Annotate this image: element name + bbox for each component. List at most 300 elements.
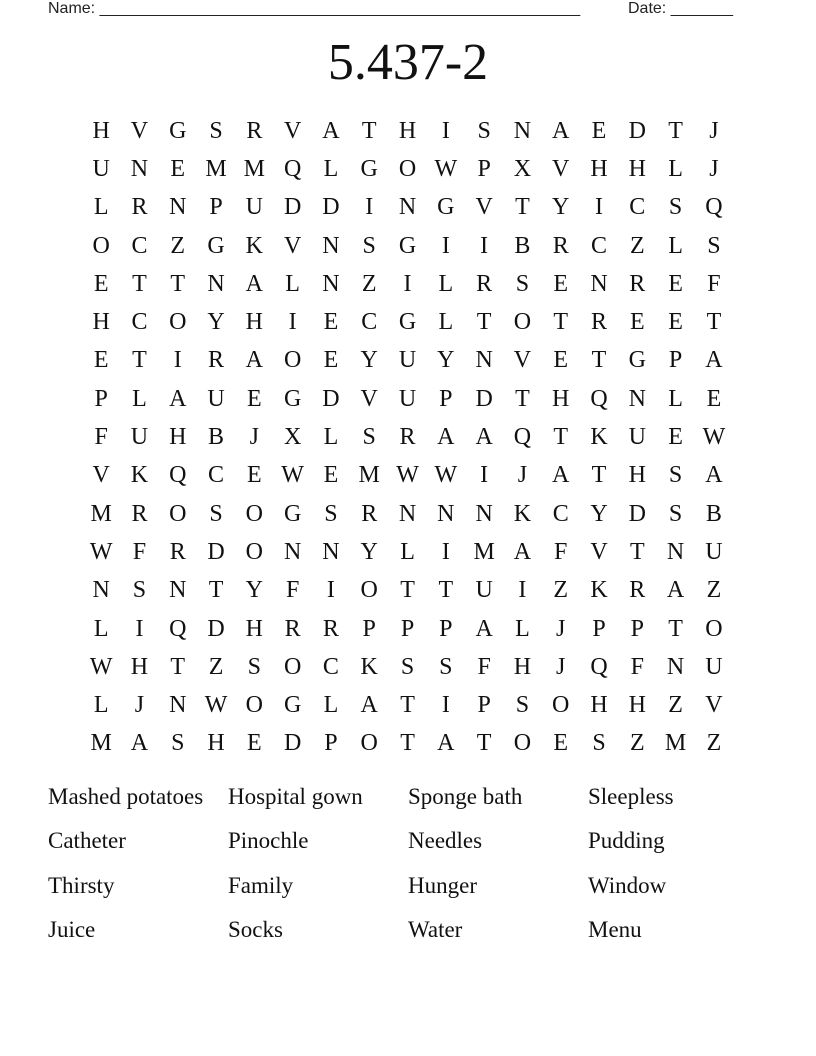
grid-cell: J <box>556 615 566 642</box>
grid-cell: M <box>90 500 112 527</box>
grid-cell: N <box>398 500 417 527</box>
grid-cell: A <box>130 730 149 757</box>
grid-cell: R <box>552 232 569 259</box>
grid-cell: L <box>668 385 683 412</box>
word-list-item: Needles <box>408 828 483 854</box>
grid-cell: H <box>92 117 110 144</box>
grid-cell: L <box>93 194 109 221</box>
grid-cell: G <box>169 117 187 144</box>
grid-cell: V <box>705 692 723 719</box>
grid-cell: R <box>629 577 646 604</box>
grid-cell: G <box>207 232 225 259</box>
grid-cell: O <box>92 232 110 259</box>
grid-cell: U <box>705 538 723 565</box>
grid-cell: E <box>323 462 339 489</box>
grid-cell: C <box>629 194 646 221</box>
grid-cell: A <box>552 117 570 144</box>
grid-cell: A <box>666 577 685 604</box>
grid-cell: R <box>361 500 378 527</box>
grid-cell: P <box>439 385 453 412</box>
word-list-item: Family <box>228 872 294 898</box>
grid-cell: C <box>591 232 608 259</box>
grid-cell: A <box>169 385 187 412</box>
grid-cell: H <box>130 653 149 680</box>
grid-cell: D <box>628 500 646 527</box>
grid-cell: T <box>553 309 569 336</box>
grid-cell: O <box>513 309 532 336</box>
grid-cell: C <box>131 309 148 336</box>
grid-cell: C <box>552 500 569 527</box>
grid-cell: V <box>360 385 378 412</box>
grid-cell: N <box>475 500 493 527</box>
grid-cell: O <box>245 538 263 565</box>
grid-cell: F <box>285 577 300 604</box>
grid-cell: H <box>92 309 110 336</box>
grid-cell: R <box>169 538 186 565</box>
word-list <box>48 777 768 954</box>
grid-cell: B <box>705 500 722 527</box>
grid-cell: Y <box>552 194 570 221</box>
grid-cell: I <box>441 232 450 259</box>
grid-cell: I <box>173 347 182 374</box>
grid-cell: F <box>94 424 108 451</box>
grid-cell: G <box>398 232 417 259</box>
grid-cell: R <box>284 615 301 642</box>
word-list-item: Hospital gown <box>228 784 363 809</box>
grid-cell: N <box>169 577 187 604</box>
grid-cell: N <box>283 538 302 565</box>
grid-cell: S <box>209 500 223 527</box>
grid-cell: T <box>706 309 722 336</box>
grid-cell: K <box>590 577 608 604</box>
grid-cell: T <box>170 653 186 680</box>
grid-cell: F <box>477 653 491 680</box>
grid-cell: T <box>591 347 607 374</box>
grid-cell: P <box>209 194 223 221</box>
grid-cell: O <box>283 347 302 374</box>
grid-cell: S <box>515 692 530 719</box>
grid-cell: I <box>480 232 489 259</box>
name-field-label: Name: ______________________________________________________ <box>48 0 581 17</box>
grid-cell: E <box>247 462 262 489</box>
grid-cell: T <box>208 577 224 604</box>
word-list-item: Pudding <box>588 828 665 854</box>
grid-cell: M <box>473 538 495 565</box>
grid-cell: F <box>707 270 721 297</box>
grid-cell: D <box>322 194 340 221</box>
grid-cell: L <box>285 270 300 297</box>
grid-cell: T <box>400 730 415 757</box>
grid-cell: I <box>518 577 527 604</box>
grid-cell: T <box>400 692 415 719</box>
grid-cell: W <box>434 462 458 489</box>
grid-cell: H <box>590 155 608 182</box>
grid-cell: P <box>362 615 376 642</box>
grid-cell: Y <box>360 347 378 374</box>
grid-cell: O <box>169 309 187 336</box>
grid-cell: Z <box>629 730 645 757</box>
grid-cell: C <box>361 309 378 336</box>
grid-cell: N <box>513 117 532 144</box>
grid-cell: A <box>475 615 493 642</box>
grid-cell: Q <box>169 615 187 642</box>
grid-cell: I <box>595 194 603 221</box>
grid-cell: N <box>92 577 110 604</box>
grid-cell: S <box>247 653 262 680</box>
grid-cell: W <box>89 653 113 680</box>
grid-cell: H <box>513 653 532 680</box>
grid-cell: Z <box>170 232 186 259</box>
grid-cell: G <box>283 500 302 527</box>
grid-cell: P <box>668 347 683 374</box>
grid-cell: U <box>628 424 646 451</box>
grid-cell: E <box>323 347 339 374</box>
grid-cell: P <box>477 692 491 719</box>
grid-cell: J <box>556 653 566 680</box>
grid-cell: S <box>439 653 453 680</box>
grid-cell: R <box>131 194 148 221</box>
grid-cell: G <box>360 155 378 182</box>
grid-cell: Y <box>437 347 455 374</box>
grid-cell: B <box>514 232 531 259</box>
grid-cell: E <box>247 385 262 412</box>
grid-cell: C <box>131 232 148 259</box>
grid-cell: U <box>92 155 110 182</box>
grid-cell: I <box>441 692 450 719</box>
grid-cell: O <box>513 730 532 757</box>
grid-cell: C <box>322 653 339 680</box>
grid-cell: S <box>668 462 683 489</box>
grid-cell: G <box>283 385 302 412</box>
grid-cell: K <box>590 424 608 451</box>
grid-cell: N <box>666 653 685 680</box>
grid-cell: R <box>399 424 416 451</box>
grid-cell: Z <box>553 577 569 604</box>
grid-cell: T <box>132 270 147 297</box>
grid-cell: L <box>668 155 683 182</box>
grid-cell: A <box>322 117 340 144</box>
grid-cell: A <box>705 347 723 374</box>
grid-cell: K <box>130 462 149 489</box>
grid-cell: S <box>132 577 147 604</box>
grid-cell: Y <box>245 577 263 604</box>
grid-cell: N <box>628 385 646 412</box>
grid-cell: N <box>322 232 340 259</box>
grid-cell: P <box>324 730 338 757</box>
grid-cell: O <box>169 500 187 527</box>
word-list-item: Hunger <box>408 872 477 898</box>
grid-cell: V <box>590 538 608 565</box>
grid-cell: L <box>132 385 147 412</box>
grid-cell: V <box>475 194 493 221</box>
grid-cell: A <box>245 347 263 374</box>
grid-cell: Q <box>513 424 532 451</box>
word-list-item: Sponge bath <box>408 784 523 809</box>
grid-cell: S <box>707 232 721 259</box>
grid-cell: L <box>515 615 530 642</box>
grid-cell: E <box>591 117 607 144</box>
grid-cell: A <box>475 424 493 451</box>
grid-cell: P <box>439 615 453 642</box>
grid-cell: S <box>362 424 376 451</box>
grid-cell: V <box>513 347 532 374</box>
grid-cell: S <box>400 653 415 680</box>
grid-cell: T <box>668 615 683 642</box>
grid-cell: T <box>668 117 683 144</box>
grid-cell: A <box>360 692 378 719</box>
grid-cell: W <box>434 155 458 182</box>
grid-cell: D <box>207 538 225 565</box>
grid-cell: J <box>709 117 719 144</box>
grid-cell: N <box>207 270 225 297</box>
grid-cell: E <box>553 270 569 297</box>
grid-cell: P <box>477 155 491 182</box>
grid-cell: S <box>592 730 606 757</box>
grid-cell: E <box>553 730 569 757</box>
word-list-item: Mashed potatoes <box>48 784 204 809</box>
word-list-item: Thirsty <box>48 872 115 898</box>
grid-cell: V <box>283 232 302 259</box>
grid-cell: R <box>476 270 493 297</box>
grid-cell: U <box>398 347 417 374</box>
grid-cell: J <box>709 155 719 182</box>
grid-cell: Z <box>706 730 722 757</box>
grid-cell: S <box>515 270 530 297</box>
grid-cell: J <box>134 692 145 719</box>
grid-cell: W <box>396 462 419 489</box>
grid-cell: E <box>706 385 722 412</box>
grid-cell: N <box>398 194 417 221</box>
grid-cell: Q <box>590 385 608 412</box>
grid-cell: V <box>552 155 570 182</box>
grid-cell: H <box>169 424 187 451</box>
grid-cell: N <box>169 692 187 719</box>
grid-cell: O <box>705 615 723 642</box>
grid-cell: G <box>437 194 455 221</box>
grid-cell: T <box>629 538 645 565</box>
word-list-item: Sleepless <box>588 784 674 809</box>
grid-cell: L <box>400 538 415 565</box>
grid-cell: H <box>552 385 570 412</box>
grid-cell: R <box>208 347 225 374</box>
grid-cell: S <box>477 117 491 144</box>
grid-cell: O <box>283 653 302 680</box>
grid-cell: H <box>628 692 646 719</box>
grid-cell: W <box>702 424 726 451</box>
grid-cell: A <box>245 270 263 297</box>
grid-cell: G <box>283 692 302 719</box>
grid-cell: V <box>92 462 110 489</box>
grid-cell: S <box>324 500 338 527</box>
grid-cell: Y <box>590 500 608 527</box>
grid-cell: N <box>437 500 455 527</box>
grid-cell: R <box>131 500 148 527</box>
grid-cell: K <box>245 232 263 259</box>
grid-cell: M <box>358 462 380 489</box>
grid-cell: T <box>170 270 186 297</box>
grid-cell: I <box>135 615 144 642</box>
grid-cell: E <box>668 270 683 297</box>
grid-cell: X <box>283 424 302 451</box>
grid-cell: T <box>515 385 530 412</box>
grid-cell: Z <box>361 270 377 297</box>
grid-cell: R <box>246 117 263 144</box>
grid-cell: T <box>515 194 530 221</box>
grid-cell: X <box>513 155 532 182</box>
grid-cell: I <box>441 117 450 144</box>
grid-cell: P <box>630 615 644 642</box>
grid-cell: L <box>438 309 454 336</box>
grid-cell: L <box>323 155 339 182</box>
grid-cell: N <box>322 538 340 565</box>
grid-cell: I <box>288 309 297 336</box>
grid-cell: K <box>513 500 532 527</box>
grid-cell: G <box>398 309 417 336</box>
grid-cell: J <box>249 424 259 451</box>
grid-cell: T <box>591 462 607 489</box>
letter-grid <box>82 112 733 763</box>
grid-cell: E <box>170 155 186 182</box>
grid-cell: T <box>476 730 492 757</box>
grid-cell: A <box>437 424 455 451</box>
grid-cell: Y <box>207 309 225 336</box>
grid-cell: T <box>132 347 147 374</box>
header <box>48 0 748 20</box>
grid-cell: P <box>94 385 108 412</box>
grid-cell: Z <box>629 232 645 259</box>
grid-cell: H <box>628 155 646 182</box>
grid-cell: F <box>132 538 147 565</box>
grid-cell: R <box>591 309 608 336</box>
page-title: 5.437-2 <box>327 34 489 91</box>
word-list-item: Socks <box>228 916 283 942</box>
grid-cell: Z <box>208 653 224 680</box>
grid-cell: N <box>475 347 493 374</box>
grid-cell: M <box>664 730 687 757</box>
grid-cell: O <box>360 730 378 757</box>
grid-cell: L <box>323 424 339 451</box>
grid-cell: T <box>553 424 569 451</box>
grid-cell: E <box>93 347 109 374</box>
grid-cell: O <box>245 692 263 719</box>
word-list-item: Window <box>588 872 667 898</box>
grid-cell: D <box>628 117 646 144</box>
grid-cell: J <box>517 462 528 489</box>
grid-cell: N <box>130 155 149 182</box>
grid-cell: R <box>322 615 339 642</box>
word-list-item: Juice <box>48 916 96 942</box>
grid-cell: U <box>245 194 263 221</box>
word-list-item: Water <box>408 916 463 942</box>
grid-cell: L <box>668 232 683 259</box>
grid-cell: T <box>361 117 377 144</box>
grid-cell: A <box>513 538 532 565</box>
grid-cell: G <box>628 347 646 374</box>
grid-cell: H <box>398 117 417 144</box>
grid-cell: O <box>360 577 378 604</box>
grid-cell: H <box>245 309 263 336</box>
grid-cell: L <box>438 270 454 297</box>
grid-cell: B <box>208 424 225 451</box>
grid-cell: U <box>398 385 417 412</box>
grid-cell: T <box>476 309 492 336</box>
grid-cell: U <box>475 577 493 604</box>
grid-cell: E <box>629 309 645 336</box>
grid-cell: D <box>207 615 225 642</box>
grid-cell: N <box>666 538 685 565</box>
word-list-item: Catheter <box>48 828 126 854</box>
grid-cell: Z <box>668 692 683 719</box>
grid-cell: E <box>668 424 683 451</box>
grid-cell: E <box>93 270 109 297</box>
grid-cell: A <box>437 730 455 757</box>
grid-cell: Z <box>706 577 722 604</box>
word-list-item: Pinochle <box>228 828 309 854</box>
grid-cell: Y <box>360 538 378 565</box>
grid-cell: U <box>130 424 149 451</box>
grid-cell: I <box>403 270 412 297</box>
grid-cell: S <box>209 117 223 144</box>
grid-cell: S <box>668 500 683 527</box>
grid-cell: P <box>592 615 606 642</box>
grid-cell: V <box>130 117 149 144</box>
grid-cell: Q <box>705 194 723 221</box>
grid-cell: N <box>322 270 340 297</box>
grid-cell: T <box>438 577 454 604</box>
grid-cell: E <box>323 309 339 336</box>
grid-cell: I <box>480 462 489 489</box>
grid-cell: H <box>628 462 646 489</box>
grid-cell: L <box>93 615 109 642</box>
grid-cell: E <box>247 730 262 757</box>
grid-cell: D <box>283 730 302 757</box>
grid-cell: M <box>205 155 227 182</box>
grid-cell: H <box>207 730 225 757</box>
grid-cell: A <box>552 462 570 489</box>
grid-cell: L <box>93 692 109 719</box>
grid-cell: W <box>89 538 113 565</box>
grid-cell: M <box>90 730 112 757</box>
grid-cell: P <box>400 615 415 642</box>
grid-cell: N <box>590 270 608 297</box>
grid-cell: F <box>554 538 568 565</box>
grid-cell: S <box>668 194 683 221</box>
grid-cell: K <box>360 653 378 680</box>
grid-cell: U <box>207 385 225 412</box>
word-list-item: Menu <box>588 916 642 942</box>
grid-cell: U <box>705 653 723 680</box>
grid-cell: H <box>245 615 263 642</box>
grid-cell: L <box>323 692 339 719</box>
grid-cell: Q <box>283 155 302 182</box>
grid-cell: D <box>283 194 302 221</box>
grid-cell: Q <box>590 653 608 680</box>
grid-cell: O <box>398 155 417 182</box>
grid-cell: O <box>245 500 263 527</box>
grid-cell: Q <box>169 462 187 489</box>
grid-cell: D <box>322 385 340 412</box>
grid-cell: I <box>441 538 450 565</box>
grid-cell: I <box>326 577 335 604</box>
grid-cell: F <box>630 653 644 680</box>
grid-cell: D <box>475 385 493 412</box>
date-field-label: Date: _______ <box>628 0 733 17</box>
grid-cell: O <box>552 692 570 719</box>
grid-cell: T <box>400 577 415 604</box>
grid-cell: V <box>283 117 302 144</box>
grid-cell: W <box>281 462 304 489</box>
grid-cell: M <box>243 155 265 182</box>
